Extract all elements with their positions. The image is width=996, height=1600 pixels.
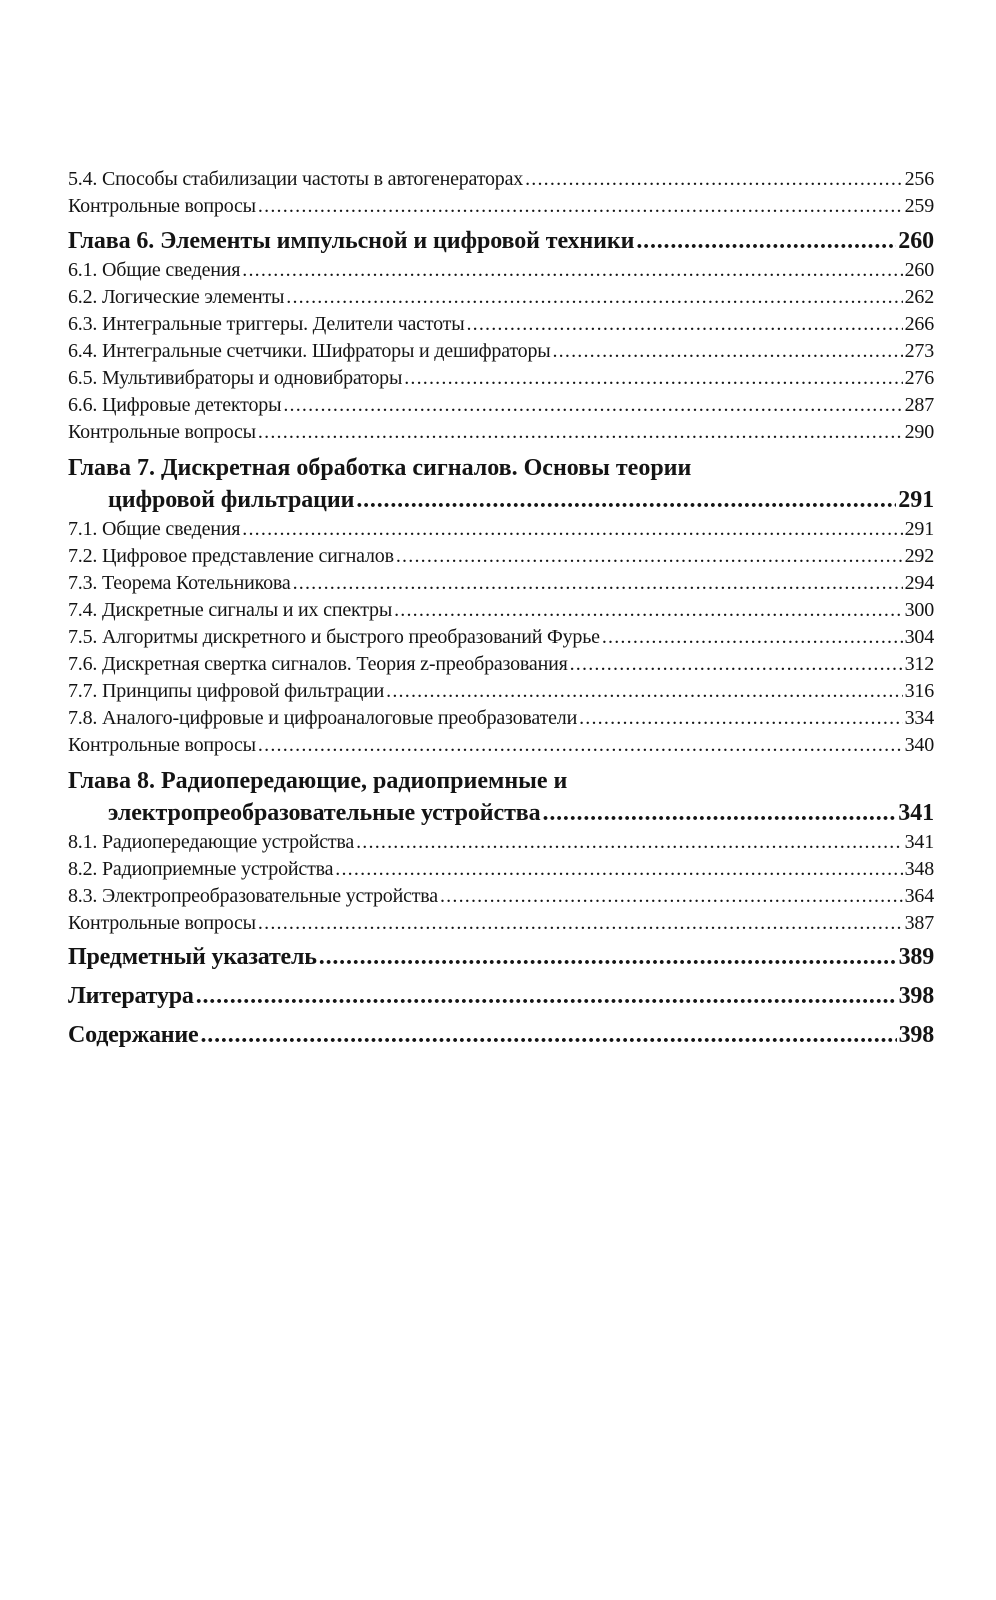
dot-leader: [570, 651, 903, 678]
toc-entry-label: 5.4. Способы стабилизации частоты в автогенераторах: [68, 168, 524, 190]
chapter-title: Глава 6. Элементы импульсной и цифровой техники: [68, 228, 635, 254]
toc-entry-label: 6.5. Мультивибраторы и одновибраторы: [68, 367, 403, 389]
dot-leader: [286, 284, 902, 311]
dot-leader: [356, 829, 903, 856]
toc-page-number: 287: [904, 394, 934, 416]
dot-leader: [394, 597, 903, 624]
dot-leader: [242, 257, 902, 284]
dot-leader: [319, 939, 897, 976]
toc-entry-label: 8.2. Радиоприемные устройства: [68, 858, 334, 880]
toc-entry-6-3[interactable]: [68, 311, 934, 338]
toc-page-number: 266: [904, 313, 934, 335]
chapter-title-line2: цифровой фильтрации: [108, 487, 355, 513]
toc-page-number: 364: [904, 885, 934, 907]
table-of-contents: [68, 166, 934, 1054]
toc-literature[interactable]: [68, 978, 934, 1015]
toc-entry-review-questions-5[interactable]: [68, 193, 934, 220]
dot-leader: [579, 705, 903, 732]
toc-entry-label: 6.4. Интегральные счетчики. Шифраторы и дешифраторы: [68, 340, 551, 362]
toc-entry-label: 7.8. Аналого-цифровые и цифроаналоговые преобразователи: [68, 707, 578, 729]
chapter-8-title-line1[interactable]: Глава 8. Радиопередающие, радиоприемные и: [68, 768, 568, 794]
toc-entry-7-8[interactable]: [68, 705, 934, 732]
toc-entry-8-3[interactable]: [68, 883, 934, 910]
dot-leader: [258, 419, 903, 446]
toc-entry-8-1[interactable]: [68, 829, 934, 856]
dot-leader: [201, 1017, 897, 1054]
chapter-title-line2: электропреобразовательные устройства: [108, 800, 541, 826]
toc-page-number: 276: [904, 367, 934, 389]
toc-entry-label: 8.3. Электропреобразовательные устройства: [68, 885, 438, 907]
dot-leader: [466, 311, 902, 338]
dot-leader: [552, 338, 902, 365]
dot-leader: [293, 570, 903, 597]
dot-leader: [356, 484, 896, 516]
toc-contents[interactable]: [68, 1017, 934, 1054]
toc-page-number: 398: [898, 1022, 934, 1048]
toc-entry-6-4[interactable]: [68, 338, 934, 365]
dot-leader: [404, 365, 902, 392]
section-title: Предметный указатель: [68, 944, 317, 970]
toc-entry-label: Контрольные вопросы: [68, 421, 256, 443]
dot-leader: [440, 883, 903, 910]
toc-chapter-8[interactable]: [68, 797, 934, 829]
toc-page-number: 340: [904, 734, 934, 756]
toc-page-number: 341: [898, 800, 934, 826]
toc-entry-label: 6.2. Логические элементы: [68, 286, 285, 308]
toc-entry-7-3[interactable]: [68, 570, 934, 597]
toc-page-number: 389: [898, 944, 934, 970]
toc-page-number: 398: [898, 983, 934, 1009]
toc-page-number: 290: [904, 421, 934, 443]
dot-leader: [636, 225, 896, 257]
toc-page-number: 260: [898, 228, 934, 254]
dot-leader: [258, 732, 903, 759]
toc-chapter-7[interactable]: [68, 484, 934, 516]
dot-leader: [602, 624, 903, 651]
toc-entry-6-2[interactable]: [68, 284, 934, 311]
toc-entry-5-4[interactable]: [68, 166, 934, 193]
toc-entry-7-2[interactable]: [68, 543, 934, 570]
toc-entry-review-questions-7[interactable]: [68, 732, 934, 759]
toc-page-number: 259: [904, 195, 934, 217]
toc-page-number: 273: [904, 340, 934, 362]
toc-entry-label: Контрольные вопросы: [68, 912, 256, 934]
toc-entry-label: 7.6. Дискретная свертка сигналов. Теория z-преобразования: [68, 653, 568, 675]
dot-leader: [283, 392, 902, 419]
dot-leader: [242, 516, 902, 543]
dot-leader: [525, 166, 903, 193]
toc-entry-7-6[interactable]: [68, 651, 934, 678]
toc-entry-label: 7.2. Цифровое представление сигналов: [68, 545, 394, 567]
toc-entry-7-4[interactable]: [68, 597, 934, 624]
toc-page-number: 291: [904, 518, 934, 540]
toc-page-number: 262: [904, 286, 934, 308]
toc-entry-8-2[interactable]: [68, 856, 934, 883]
toc-entry-label: 6.1. Общие сведения: [68, 259, 241, 281]
toc-entry-label: 6.6. Цифровые детекторы: [68, 394, 282, 416]
toc-page-number: 316: [904, 680, 934, 702]
toc-entry-label: 7.5. Алгоритмы дискретного и быстрого преобразований Фурье: [68, 626, 600, 648]
dot-leader: [196, 978, 897, 1015]
dot-leader: [396, 543, 903, 570]
toc-page-number: 387: [904, 912, 934, 934]
toc-entry-6-1[interactable]: [68, 257, 934, 284]
toc-entry-label: 7.3. Теорема Котельникова: [68, 572, 291, 594]
toc-page-number: 312: [904, 653, 934, 675]
toc-page-number: 304: [904, 626, 934, 648]
toc-entry-review-questions-6[interactable]: [68, 419, 934, 446]
toc-entry-label: Контрольные вопросы: [68, 195, 256, 217]
toc-page-number: 291: [898, 487, 934, 513]
chapter-7-title-line1[interactable]: Глава 7. Дискретная обработка сигналов. Основы теории: [68, 455, 692, 481]
toc-page-number: 348: [904, 858, 934, 880]
toc-page-number: 292: [904, 545, 934, 567]
toc-entry-7-5[interactable]: [68, 624, 934, 651]
toc-entry-6-6[interactable]: [68, 392, 934, 419]
toc-entry-label: 7.1. Общие сведения: [68, 518, 241, 540]
dot-leader: [258, 193, 903, 220]
toc-entry-review-questions-8[interactable]: [68, 910, 934, 937]
toc-page-number: 300: [904, 599, 934, 621]
toc-entry-label: Контрольные вопросы: [68, 734, 256, 756]
toc-page-number: 260: [904, 259, 934, 281]
dot-leader: [335, 856, 902, 883]
toc-page-number: 334: [904, 707, 934, 729]
toc-page-number: 341: [904, 831, 934, 853]
toc-entry-label: 7.7. Принципы цифровой фильтрации: [68, 680, 385, 702]
toc-page-number: 294: [904, 572, 934, 594]
dot-leader: [386, 678, 902, 705]
toc-entry-label: 7.4. Дискретные сигналы и их спектры: [68, 599, 393, 621]
toc-subject-index[interactable]: [68, 939, 934, 976]
toc-page-number: 256: [904, 168, 934, 190]
toc-entry-label: 8.1. Радиопередающие устройства: [68, 831, 355, 853]
toc-entry-6-5[interactable]: [68, 365, 934, 392]
dot-leader: [258, 910, 903, 937]
dot-leader: [543, 797, 897, 829]
section-title: Литература: [68, 983, 194, 1009]
toc-entry-7-1[interactable]: [68, 516, 934, 543]
toc-chapter-6[interactable]: [68, 225, 934, 257]
section-title: Содержание: [68, 1022, 199, 1048]
toc-entry-7-7[interactable]: [68, 678, 934, 705]
toc-entry-label: 6.3. Интегральные триггеры. Делители частоты: [68, 313, 465, 335]
